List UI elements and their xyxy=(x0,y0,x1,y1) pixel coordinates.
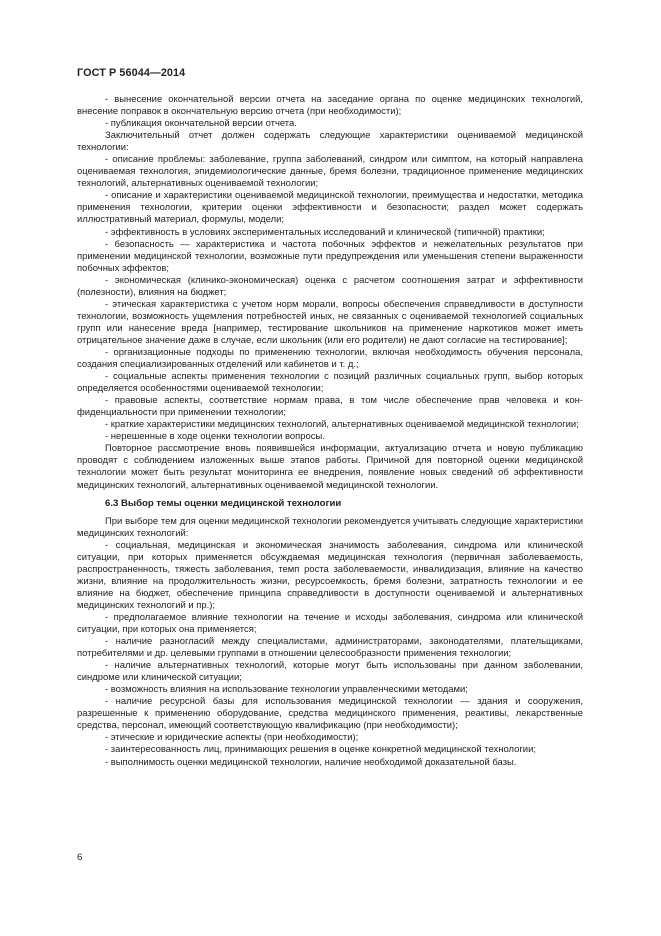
paragraph: - правовые аспекты, соответствие нормам права, в том числе обеспечение прав человека и конфиденциальности при применении технологии; xyxy=(77,395,583,419)
paragraph: - нерешенные в ходе оценки технологии вопросы. xyxy=(105,431,325,443)
paragraph: - эффективность в условиях экспериментальных исследований и клинической (типичной) практики; xyxy=(105,226,545,238)
page-header: ГОСТ Р 56044—2014 xyxy=(77,67,186,79)
paragraph: Заключительный отчет должен содержать следующие характеристики оцениваемой медицинской технологии: xyxy=(77,130,583,154)
page-number: 6 xyxy=(77,852,83,863)
paragraph: - наличие альтернативных технологий, которые могут быть использованы при данном заболевании, синдроме или клинической ситуации; xyxy=(77,660,583,684)
paragraph: - описание проблемы: заболевание, группа заболеваний, синдром или симптом, на который направлена оцениваемая технология, эпидемиологические данные, бремя болезни, традиционное применение медицинских технологий, альтернативных оцениваемой технологии; xyxy=(77,154,583,190)
paragraph: - заинтересованность лиц, принимающих решения в оценке конкретной медицинской технологии; xyxy=(105,744,536,756)
paragraph: - экономическая (клинико-экономическая) оценка с расчетом соотношения затрат и эффективности (полезности), влияния на бюджет; xyxy=(77,274,583,298)
paragraph: - наличие ресурсной базы для использования медицинской технологии — здания и сооружения, разрешенные к применению оборудование, средства медицинского применения, реактивы, лекарственные средства, персонал, имеющий соответствующую квалификацию (при необходимости); xyxy=(77,696,583,732)
paragraph: - описание и характеристики оцениваемой медицинской технологии, преимущества и недостатки, методика применения технологии, критерии оценки эффективности и безопасности; раздел может содержать иллюстративный материал, формулы, модели; xyxy=(77,190,583,226)
paragraph: Повторное рассмотрение вновь появившейся информации, актуализацию отчета и новую публикацию проводят с соблюдением изложенных выше этапов работы. Причиной для повторной оценки медицинской технологии может быть результат мониторинга ее внедрения, появление новых сведений об эффективности медицинских технологий, альтернативных оцениваемой медицинской технологии. xyxy=(77,443,583,491)
paragraph: При выборе тем для оценки медицинской технологии рекомендуется учитывать следующие характеристики медицинских технологий: xyxy=(77,515,583,539)
paragraph: - краткие характеристики медицинских технологий, альтернативных оцениваемой медицинской технологии; xyxy=(105,419,579,431)
paragraph: - публикация окончательной версии отчета. xyxy=(105,118,297,130)
document-body xyxy=(77,94,583,769)
paragraph: - вынесение окончательной версии отчета на заседание органа по оценке медицинских технологий, внесение поправок в окончательную версию отчета (при необходимости); xyxy=(77,94,583,118)
paragraph: - социальная, медицинская и экономическая значимость заболевания, синдрома или клинической ситуации, при которых применяется обсуждаемая медицинская технология (первичная заболеваемость, распространенность, тяжесть заболевания, темп роста заболеваемости, инвалидизация, влияние на качество жизни, влияние на продолжительность жизни, ресурсоемкость, бремя болезни, затратность технологии и ее влияние на бюджет, обеспечение принципа справедливости в доступности оцениваемой и альтернативных медицинских технологий и пр.); xyxy=(77,539,583,611)
section-heading: 6.3 Выбор темы оценки медицинской технологии xyxy=(105,497,342,509)
paragraph: - социальные аспекты применения технологии с позиций различных социальных групп, выбор которых определяется особенностями оцениваемой технологии; xyxy=(77,371,583,395)
paragraph: - безопасность — характеристика и частота побочных эффектов и нежелательных результатов при применении медицинской технологии, возможные пути предупреждения или уменьшения степени выраженности побочных эффектов; xyxy=(77,238,583,274)
paragraph: - организационные подходы по применению технологии, включая необходимость обучения персонала, создания специализированных отделений или кабинетов и т. д.; xyxy=(77,346,583,371)
paragraph: - этические и юридические аспекты (при необходимости); xyxy=(105,732,359,744)
paragraph: - предполагаемое влияние технологии на течение и исходы заболевания, синдрома или клинической ситуации, при которых она применяется; xyxy=(77,611,583,636)
paragraph: - наличие разногласий между специалистами, администраторами, законодателями, плательщиками, потребителями и др. целевыми группами в отношении целесообразности применения технологии; xyxy=(77,636,583,660)
paragraph: - выполнимость оценки медицинской технологии, наличие необходимой доказательной базы. xyxy=(105,756,517,768)
paragraph: - этическая характеристика с учетом норм морали, вопросы обеспечения справедливости в доступности технологии, возможность ущемления потребностей иных, не связанных с оцениваемой технологией социальных групп или нанесение вреда [например, тестирование школьников на применение наркотиков может иметь отрицательное значение даже в случае, если школьник (или его родители) не дают согласие на тестирование]; xyxy=(77,298,583,346)
paragraph: - возможность влияния на использование технологии управленческими методами; xyxy=(105,684,468,696)
